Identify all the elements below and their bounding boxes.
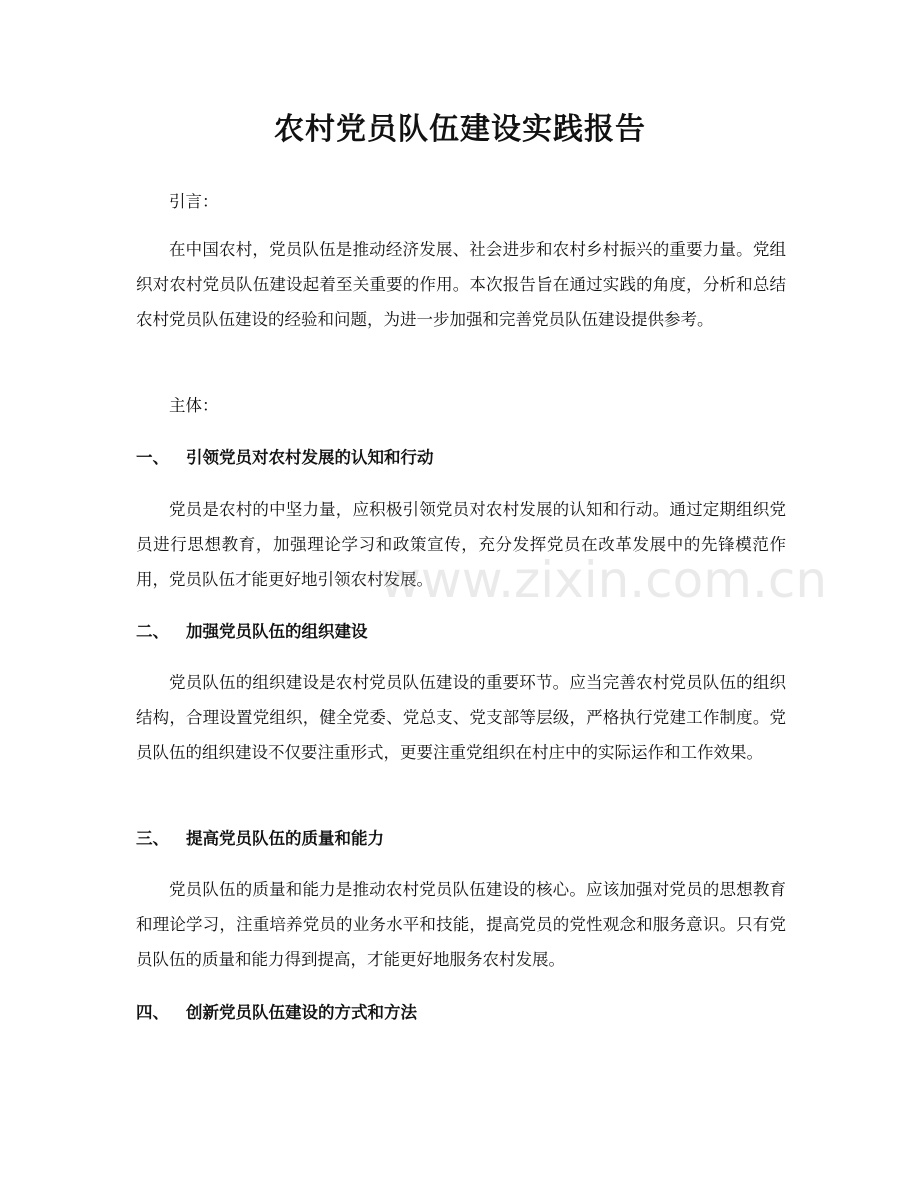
section-3-heading (136, 827, 786, 851)
section-2-paragraph: 党员队伍的组织建设是农村党员队伍建设的重要环节。应当完善农村党员队伍的组织结构，合理设置党组织，健全党委、党总支、党支部等层级，严格执行党建工作制度。党员队伍的组织建设不仅要注重形式，更要注重党组织在村庄中的实际运作和工作效果。 (136, 673, 786, 762)
section-4-number: 四、 (136, 1003, 169, 1022)
section-1-heading (136, 446, 786, 470)
section-4-heading (136, 1001, 786, 1025)
document-title: 农村党员队伍建设实践报告 (274, 112, 646, 147)
body-label: 主体： (169, 396, 219, 415)
section-4-title: 创新党员队伍建设的方式和方法 (186, 1003, 417, 1022)
section-2-title: 加强党员队伍的组织建设 (186, 622, 368, 641)
section-3-paragraph: 党员队伍的质量和能力是推动农村党员队伍建设的核心。应该加强对党员的思想教育和理论学习，注重培养党员的业务水平和技能，提高党员的党性观念和服务意识。只有党员队伍的质量和能力得到提高，才能更好地服务农村发展。 (136, 880, 786, 969)
section-3-title: 提高党员队伍的质量和能力 (186, 829, 384, 848)
section-1-title: 引领党员对农村发展的认知和行动 (186, 448, 434, 467)
section-1-number: 一、 (136, 448, 169, 467)
section-3-number: 三、 (136, 829, 169, 848)
section-2-number: 二、 (136, 622, 169, 641)
intro-label: 引言： (169, 192, 219, 211)
section-2-heading (136, 620, 786, 644)
section-1-paragraph: 党员是农村的中坚力量，应积极引领党员对农村发展的认知和行动。通过定期组织党员进行思想教育，加强理论学习和政策宣传，充分发挥党员在改革发展中的先锋模范作用，党员队伍才能更好地引领农村发展。 (136, 500, 786, 589)
intro-paragraph: 在中国农村，党员队伍是推动经济发展、社会进步和农村乡村振兴的重要力量。党组织对农村党员队伍建设起着至关重要的作用。本次报告旨在通过实践的角度，分析和总结农村党员队伍建设的经验和问题，为进一步加强和完善党员队伍建设提供参考。 (136, 240, 786, 329)
watermark-text: www.zixin.com.cn (380, 551, 828, 609)
